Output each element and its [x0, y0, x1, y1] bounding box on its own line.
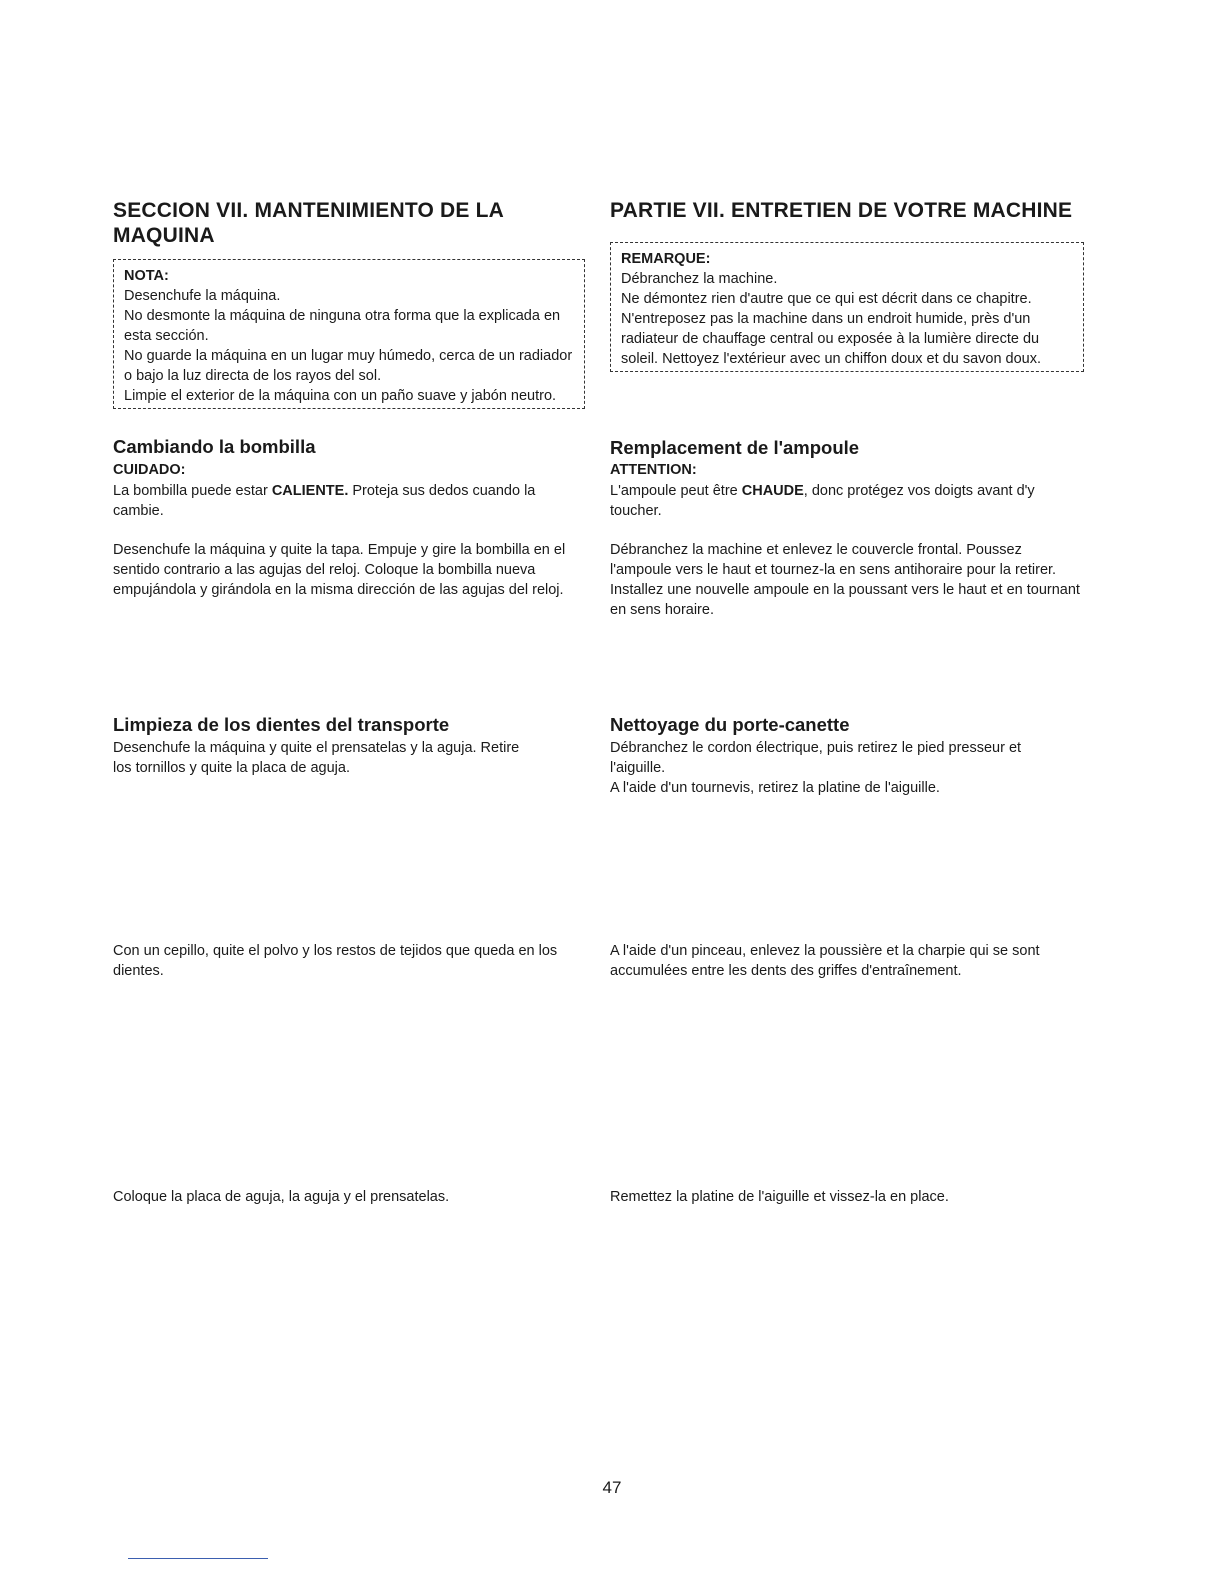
note-line-es: Limpie el exterior de la máquina con un paño suave y jabón neutro.	[124, 388, 557, 404]
hot-warning-fr: CHAUDE	[741, 483, 804, 499]
cleaning-step1-es: Desenchufe la máquina y quite el prensatelas y la aguja. Retire los tornillos y quite la placa de aguja.	[113, 740, 520, 776]
note-line-es: No guarde la máquina en un lugar muy húmedo, cerca de un radiador o bajo la luz directa de los rayos del sol.	[124, 348, 573, 384]
caution-text-fr: L'ampoule peut être CHAUDE, donc protégez vos doigts avant d'y toucher.	[610, 483, 1035, 519]
note-box-fr	[610, 242, 1084, 372]
note-label-fr: REMARQUE:	[621, 251, 711, 267]
bulb-instructions-es: Desenchufe la máquina y quite la tapa. Empuje y gire la bombilla en el sentido contrario a las agujas del reloj. Coloque la bombilla nueva empujándola y girándola en la misma dirección de las agujas del reloj.	[113, 542, 566, 598]
cleaning-step3-fr: Remettez la platine de l'aiguille et vissez-la en place.	[610, 1189, 949, 1205]
bulb-title-fr: Remplacement de l'ampoule	[610, 437, 860, 458]
caution-label-es: CUIDADO:	[113, 462, 186, 478]
cleaning-step3-es: Coloque la placa de aguja, la aguja y el prensatelas.	[113, 1189, 450, 1205]
note-label-es: NOTA:	[124, 268, 169, 284]
hot-warning-es: CALIENTE.	[271, 483, 349, 499]
cleaning-step2-fr: A l'aide d'un pinceau, enlevez la poussière et la charpie qui se sont accumulées entre les dents des griffes d'entraînement.	[610, 943, 1040, 979]
cleaning-step1a-fr: Débranchez le cordon électrique, puis retirez le pied presseur et l'aiguille.	[610, 740, 1022, 776]
note-line-es: No desmonte la máquina de ninguna otra forma que la explicada en esta sección.	[124, 308, 561, 344]
cleaning-title-es: Limpieza de los dientes del transporte	[113, 714, 450, 735]
note-box-es	[113, 259, 585, 409]
bulb-instructions-fr: Débranchez la machine et enlevez le couvercle frontal. Poussez l'ampoule vers le haut et tournez-la en sens antihoraire pour la retirer. Installez une nouvelle ampoule en la poussant vers le haut et en tournant en sens horaire.	[610, 542, 1080, 618]
note-line-fr: N'entreposez pas la machine dans un endroit humide, près d'un radiateur de chauffage central ou exposée à la lumière directe du soleil. Nettoyez l'extérieur avec un chiffon doux et du savon doux.	[621, 311, 1042, 367]
caution-label-fr: ATTENTION:	[610, 462, 697, 478]
cleaning-step2-es: Con un cepillo, quite el polvo y los restos de tejidos que queda en los dientes.	[113, 943, 558, 979]
bulb-title-es: Cambiando la bombilla	[113, 436, 316, 457]
section-title-fr: PARTIE VII. ENTRETIEN DE VOTRE MACHINE	[610, 199, 1073, 222]
page-number: 47	[602, 1478, 622, 1497]
caution-text-es: La bombilla puede estar CALIENTE. Proteja sus dedos cuando la cambie.	[113, 483, 536, 519]
section-title-es: SECCION VII. MANTENIMIENTO DE LA MAQUINA	[113, 199, 504, 247]
note-line-es: Desenchufe la máquina.	[124, 288, 281, 304]
footer-divider	[128, 1558, 268, 1559]
cleaning-step1b-fr: A l'aide d'un tournevis, retirez la platine de l'aiguille.	[610, 780, 940, 796]
cleaning-title-fr: Nettoyage du porte-canette	[610, 714, 850, 735]
note-line-fr: Débranchez la machine.	[621, 271, 778, 287]
note-line-fr: Ne démontez rien d'autre que ce qui est décrit dans ce chapitre.	[621, 291, 1032, 307]
